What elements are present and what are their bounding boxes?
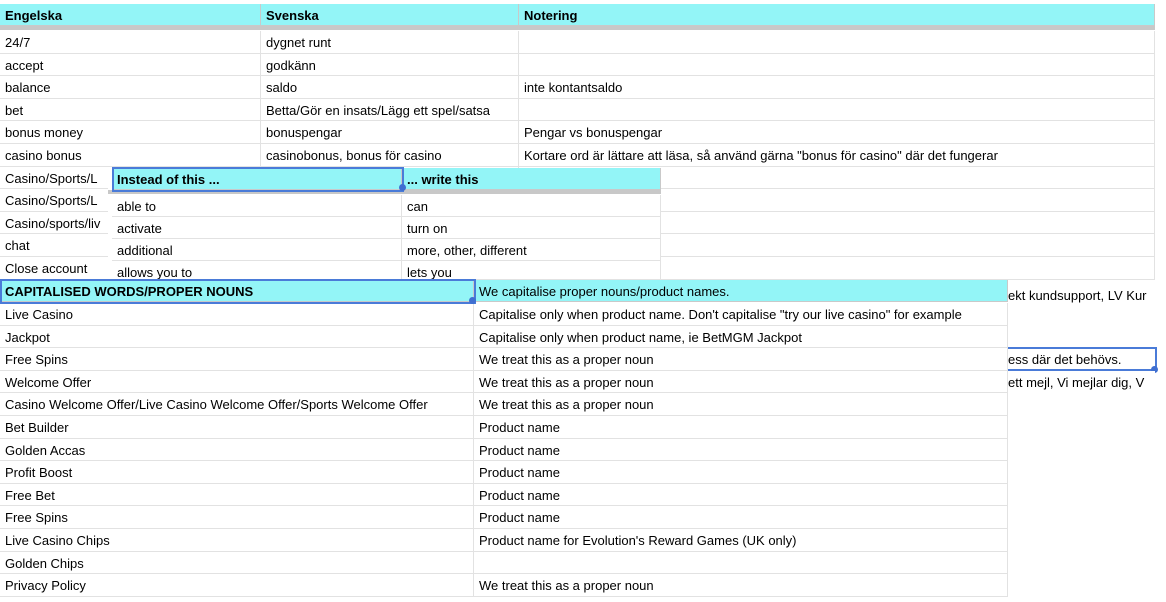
header-write-this[interactable]: ... write this xyxy=(402,168,661,190)
cell-word[interactable]: Welcome Offer xyxy=(0,371,474,394)
cell-rule[interactable]: Capitalise only when product name, ie BetMGM Jackpot xyxy=(474,326,1008,349)
cell-rule[interactable]: We treat this as a proper noun xyxy=(474,574,1008,597)
cell-notering[interactable]: inte kontantsaldo xyxy=(519,76,1155,99)
cell-engelska[interactable]: Casino/sports/liv xyxy=(0,212,261,235)
cell-rule[interactable]: Capitalise only when product name. Don't capitalise "try our live casino" for example xyxy=(474,303,1008,326)
cell-svenska[interactable]: Betta/Gör en insats/Lägg ett spel/satsa xyxy=(261,99,519,122)
cell-word[interactable]: Live Casino Chips xyxy=(0,529,474,552)
cell-rule[interactable]: We treat this as a proper noun xyxy=(474,371,1008,394)
header-engelska[interactable]: Engelska xyxy=(0,4,261,26)
glossary-overflow-text: ekt kundsupport, LV Kur xyxy=(1008,284,1155,306)
cell-instead-of-this[interactable]: activate xyxy=(112,217,402,239)
cell-engelska[interactable]: bet xyxy=(0,99,261,122)
cell-svenska[interactable]: saldo xyxy=(261,76,519,99)
cell-svenska[interactable]: dygnet runt xyxy=(261,31,519,54)
cell-rule[interactable]: Product name xyxy=(474,484,1008,507)
cell-word[interactable]: Casino Welcome Offer/Live Casino Welcome Offer/Sports Welcome Offer xyxy=(0,393,474,416)
cell-engelska[interactable]: accept xyxy=(0,54,261,77)
cell-write-this[interactable]: lets you xyxy=(402,261,661,283)
cell-engelska[interactable]: Casino/Sports/L xyxy=(0,189,261,212)
header-notering[interactable]: Notering xyxy=(519,4,1155,26)
cell-engelska[interactable]: 24/7 xyxy=(0,31,261,54)
cell-notering[interactable]: Kortare ord är lättare att läsa, så använd gärna "bonus för casino" där det fungerar xyxy=(519,144,1155,167)
cell-instead-of-this[interactable]: allows you to xyxy=(112,261,402,283)
cell-engelska[interactable]: Close account xyxy=(0,257,261,280)
sheet-edge xyxy=(1155,0,1166,602)
cell-write-this[interactable]: can xyxy=(402,195,661,217)
glossary-overflow-text: ess där det behövs. xyxy=(1008,348,1153,370)
cell-svenska[interactable]: bonuspengar xyxy=(261,121,519,144)
cell-notering[interactable] xyxy=(519,99,1155,122)
cell-rule[interactable]: We treat this as a proper noun xyxy=(474,393,1008,416)
cell-notering[interactable] xyxy=(519,54,1155,77)
cell-engelska[interactable]: casino bonus xyxy=(0,144,261,167)
cell-svenska[interactable]: casinobonus, bonus för casino xyxy=(261,144,519,167)
cell-rule[interactable] xyxy=(474,552,1008,575)
glossary-overflow-text: ett mejl, Vi mejlar dig, V xyxy=(1008,371,1155,393)
cell-word[interactable]: Privacy Policy xyxy=(0,574,474,597)
cell-word[interactable]: Bet Builder xyxy=(0,416,474,439)
cell-rule[interactable]: Product name xyxy=(474,506,1008,529)
cell-engelska[interactable]: chat xyxy=(0,234,261,257)
cell-word[interactable]: Free Spins xyxy=(0,506,474,529)
caps-table xyxy=(0,280,1008,602)
cell-write-this[interactable]: turn on xyxy=(402,217,661,239)
cell-engelska[interactable]: Casino/Sports/L xyxy=(0,167,261,190)
cell-rule[interactable]: Product name xyxy=(474,461,1008,484)
header-instead-of-this[interactable]: Instead of this ... xyxy=(112,168,402,190)
cell-rule[interactable]: Product name xyxy=(474,439,1008,462)
selection-handle[interactable] xyxy=(469,297,476,304)
cell-instead-of-this[interactable]: able to xyxy=(112,195,402,217)
selection-handle[interactable] xyxy=(399,184,406,191)
cell-write-this[interactable]: more, other, different xyxy=(402,239,661,261)
cell-word[interactable]: Golden Chips xyxy=(0,552,474,575)
instead-frozen-divider xyxy=(108,190,661,194)
cell-instead-of-this[interactable]: additional xyxy=(112,239,402,261)
cell-rule[interactable]: We treat this as a proper noun xyxy=(474,348,1008,371)
cell-engelska[interactable]: balance xyxy=(0,76,261,99)
cell-word[interactable]: Live Casino xyxy=(0,303,474,326)
cell-word[interactable]: Free Bet xyxy=(0,484,474,507)
frozen-row-divider xyxy=(0,26,1155,30)
cell-rule[interactable]: Product name for Evolution's Reward Games (UK only) xyxy=(474,529,1008,552)
cell-word[interactable]: Profit Boost xyxy=(0,461,474,484)
header-capitalise-note[interactable]: We capitalise proper nouns/product names. xyxy=(474,280,1008,302)
cell-word[interactable]: Jackpot xyxy=(0,326,474,349)
header-svenska[interactable]: Svenska xyxy=(261,4,519,26)
cell-rule[interactable]: Product name xyxy=(474,416,1008,439)
cell-word[interactable]: Free Spins xyxy=(0,348,474,371)
cell-notering[interactable]: Pengar vs bonuspengar xyxy=(519,121,1155,144)
cell-engelska[interactable]: bonus money xyxy=(0,121,261,144)
cell-notering[interactable] xyxy=(519,31,1155,54)
cell-svenska[interactable]: godkänn xyxy=(261,54,519,77)
cell-word[interactable]: Golden Accas xyxy=(0,439,474,462)
header-capitalised-words[interactable]: CAPITALISED WORDS/PROPER NOUNS xyxy=(0,280,474,302)
instead-table xyxy=(108,168,661,279)
